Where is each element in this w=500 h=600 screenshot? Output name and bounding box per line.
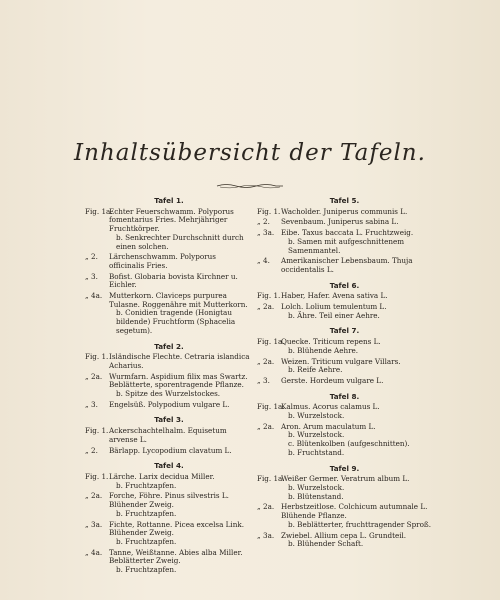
plate-section [85, 462, 253, 574]
figure-text: Mutterkorn. Claviceps purpurea Tulasne. Roggenähre mit Mutterkorn. [109, 291, 248, 309]
plate-section [257, 393, 432, 458]
figure-entry [85, 427, 253, 444]
figure-entry [85, 473, 253, 490]
figure-number: „ 3. [85, 271, 98, 281]
figure-number: „ 2. [85, 252, 98, 262]
figure-text: Herbstzeitlose. Colchicum autumnale L. Blühende Pflanze. [281, 502, 428, 521]
figure-entry [257, 292, 432, 301]
figure-number: „ 2. [257, 217, 270, 227]
figure-sub-entry: b. Samen mit aufgeschnittenem Samenmantel. [288, 236, 405, 255]
figure-number: „ 2a. [85, 491, 103, 501]
figure-entry [257, 532, 432, 549]
figure-entry [257, 475, 432, 501]
figure-number: „ 3a. [257, 530, 275, 540]
figure-text: Haber, Hafer. Avena sativa L. [281, 291, 388, 301]
plate-heading: Tafel 8. [329, 391, 360, 401]
figure-text: Fichte, Rottanne. Picea excelsa Link. Blühender Zweig. [109, 519, 245, 538]
figure-sub-entry: b. Ähre. Teil einer Aehre. [288, 310, 380, 320]
figure-text: Weißer Germer. Veratrum album L. [281, 474, 410, 484]
figure-entry [257, 229, 432, 255]
plate-heading: Tafel 4. [154, 461, 184, 471]
left-column [85, 197, 253, 582]
figure-text: Ackerschachtelhalm. Equisetum arvense L. [109, 426, 227, 444]
figure-entry [85, 253, 253, 270]
figure-number: Fig. 1a. [257, 402, 285, 412]
figure-entry [85, 373, 253, 399]
figure-sub-entry: b. Spitze des Wurzelstockes. [116, 389, 221, 399]
title-ornament [216, 183, 284, 189]
figure-entry [257, 257, 432, 274]
figure-number: Fig. 1. [257, 291, 281, 301]
figure-sub-entry: b. Fruchtzapfen. [116, 480, 177, 490]
page-title: Inhaltsübersicht der Tafeln. [74, 140, 426, 166]
figure-text: Bofist. Globaria bovista Kirchner u. Eichler. [109, 271, 238, 290]
figure-number: „ 2a. [257, 302, 275, 312]
figure-text: Tanne, Weißtanne. Abies alba Miller. Beblätterter Zweig. [109, 547, 243, 566]
figure-entry [257, 208, 432, 217]
figure-number: „ 3. [257, 375, 270, 385]
figure-sub-entry: b. Senkrechter Durchschnitt durch einen solchen. [116, 232, 244, 251]
figure-text: Bärlapp. Lycopodium clavatum L. [109, 445, 232, 455]
plate-heading: Tafel 6. [329, 280, 360, 290]
figure-entry [257, 377, 432, 386]
figure-number: „ 2a. [257, 502, 275, 512]
figure-text: Amerikanischer Lebensbaum. Thuja occidentalis L. [281, 256, 413, 274]
figure-number: „ 4a. [85, 547, 103, 557]
figure-number: „ 2a. [257, 356, 275, 366]
figure-sub-entry: b. Conidien tragende (Honigtau bildende) Fruchtform (Sphacelia segetum). [116, 308, 236, 335]
plate-heading: Tafel 2. [154, 341, 184, 351]
figure-text: Kalmus. Acorus calamus L. [281, 402, 380, 412]
figure-text: Weizen. Triticum vulgare Villars. [281, 356, 401, 366]
plate-section [257, 465, 432, 549]
plate-heading: Tafel 3. [154, 415, 184, 425]
figure-number: „ 3a. [257, 228, 275, 238]
figure-sub-entry: b. Fruchtzapfen. [116, 536, 177, 546]
figure-entry [85, 549, 253, 575]
figure-number: Fig. 1a. [257, 337, 285, 347]
figure-sub-entry: b. Reife Aehre. [288, 365, 343, 375]
plate-section [85, 343, 253, 410]
plate-heading: Tafel 9. [329, 463, 360, 473]
figure-number: „ 4. [257, 256, 270, 266]
figure-sub-entry: b. Blühende Aehre. [288, 345, 359, 355]
figure-entry [257, 303, 432, 320]
figure-text: Zwiebel. Allium cepa L. Grundteil. [281, 530, 407, 540]
figure-number: „ 3a. [85, 519, 103, 529]
figure-number: „ 2a. [257, 421, 275, 431]
figure-number: Fig. 1. [85, 426, 109, 436]
figure-text: Aron. Arum maculatum L. [281, 421, 376, 431]
figure-number: „ 3. [85, 399, 98, 409]
figure-entry [257, 358, 432, 375]
figure-sub-entry: b. Wurzelstock. [288, 430, 345, 440]
figure-entry [257, 218, 432, 227]
figure-text: Engelsüß. Polypodium vulgare L. [109, 399, 230, 409]
figure-text: Echter Feuerschwamm. Polyporus fomentarius Fries. Mehrjähriger Fruchtkörper. [109, 206, 234, 234]
plate-section [257, 197, 432, 275]
plate-heading: Tafel 1. [154, 196, 184, 205]
figure-sub-entry: b. Blütenstand. [288, 491, 344, 501]
figure-text: Quecke. Triticum repens L. [281, 337, 381, 347]
figure-entry [85, 208, 253, 252]
plate-heading: Tafel 5. [329, 196, 360, 205]
figure-entry [85, 353, 253, 370]
plate-section [257, 327, 432, 385]
figure-text: Eibe. Taxus baccata L. Fruchtzweig. [281, 228, 414, 238]
figure-entry [257, 338, 432, 355]
figure-number: Fig. 1. [85, 471, 109, 481]
figure-number: Fig. 1. [257, 206, 281, 216]
figure-number: Fig. 1. [85, 352, 109, 362]
figure-number: „ 2a. [85, 371, 103, 381]
figure-sub-entry: b. Wurzelstock. [288, 482, 345, 492]
figure-text: Sevenbaum. Juniperus sabina L. [281, 217, 399, 227]
figure-text: Isländische Flechte. Cetraria islandica Acharius. [109, 352, 250, 370]
figure-sub-entry: b. Fruchtzapfen. [116, 565, 177, 575]
figure-entry [257, 423, 432, 458]
figure-number: „ 4a. [85, 291, 103, 301]
figure-sub-entry: b. Wurzelstock. [288, 411, 345, 421]
figure-text: Forche, Föhre. Pinus silvestris L. Blühender Zweig. [109, 491, 229, 510]
right-column [257, 197, 432, 556]
figure-text: Lolch. Lolium temulentum L. [281, 302, 387, 312]
plate-section [85, 416, 253, 455]
figure-sub-entry: b. Fruchtzapfen. [116, 508, 177, 518]
figure-entry [85, 492, 253, 518]
figure-text: Gerste. Hordeum vulgare L. [281, 375, 384, 385]
figure-text: Lärchenschwamm. Polyporus officinalis Fries. [109, 252, 216, 270]
figure-entry [85, 401, 253, 410]
plate-heading: Tafel 7. [329, 326, 360, 336]
figure-sub-entry: b. Blühender Schaft. [288, 539, 364, 549]
figure-entry [85, 273, 253, 290]
plate-section [257, 282, 432, 321]
figure-text: Lärche. Larix decidua Miller. [109, 471, 215, 481]
figure-number: Fig. 1a. [85, 206, 113, 216]
figure-entry [85, 447, 253, 456]
figure-text: Wacholder. Juniperus communis L. [281, 206, 408, 216]
figure-entry [257, 403, 432, 420]
plate-section [85, 197, 253, 336]
figure-number: Fig. 1a. [257, 474, 285, 484]
figure-sub-entry: c. Blütenkolben (aufgeschnitten). [288, 439, 410, 449]
figure-number: „ 2. [85, 445, 98, 455]
figure-sub-entry: b. Fruchtstand. [288, 447, 345, 457]
figure-entry [257, 503, 432, 529]
figure-entry [85, 521, 253, 547]
figure-sub-entry: b. Beblätterter, fruchttragender Sproß. [288, 519, 432, 529]
figure-text: Wurmfarn. Aspidium filix mas Swartz. Beblätterte, sporentragende Pflanze. [109, 371, 248, 390]
figure-entry [85, 292, 253, 336]
